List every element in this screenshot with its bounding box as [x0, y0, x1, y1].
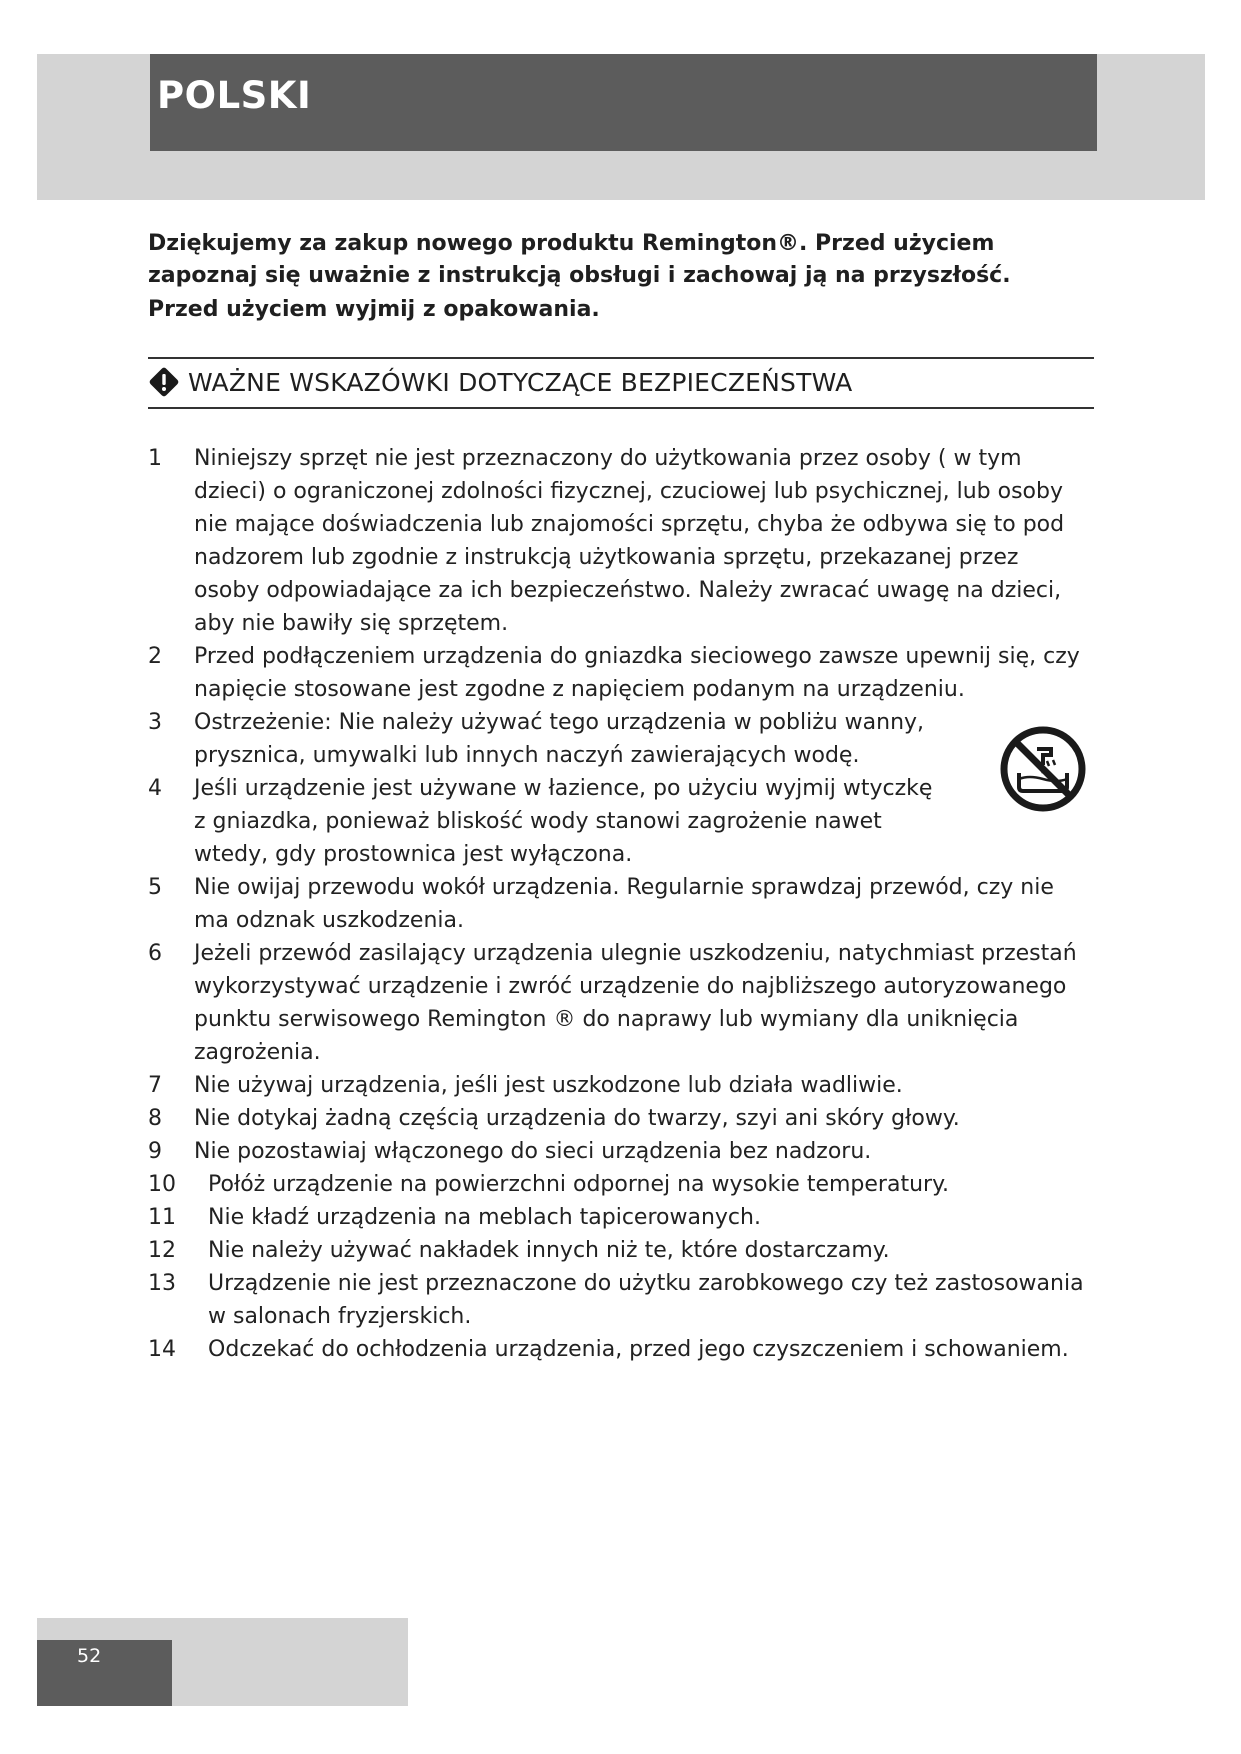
item-text: Nie dotykaj żadną częścią urządzenia do twarzy, szyi ani skóry głowy. [194, 1106, 960, 1131]
list-item [148, 937, 1088, 1069]
item-text: Nie używaj urządzenia, jeśli jest uszkodzone lub działa wadliwie. [194, 1073, 903, 1098]
list-item [148, 1168, 1088, 1201]
intro-paragraph: Dziękujemy za zakup nowego produktu Remington®. Przed użyciem zapoznaj się uważnie z instrukcją obsługi i zachowaj ją na przyszłość. [148, 231, 1011, 288]
list-item [148, 1135, 1088, 1168]
list-item [148, 871, 1088, 937]
item-text: Nie pozostawiaj włączonego do sieci urządzenia bez nadzoru. [194, 1139, 872, 1164]
item-number: 4 [148, 776, 162, 801]
item-text: Ostrzeżenie: Nie należy używać tego urządzenia w pobliżu wanny, prysznica, umywalki lub innych naczyń zawierających wodę. [194, 710, 925, 768]
item-text: Nie należy używać nakładek innych niż te, które dostarczamy. [208, 1238, 890, 1263]
list-item [148, 442, 1088, 640]
item-number: 14 [148, 1337, 176, 1362]
heading-rule-bottom [148, 407, 1094, 409]
list-item [148, 1201, 1088, 1234]
item-number: 6 [148, 941, 162, 966]
item-text: Jeżeli przewód zasilający urządzenia ulegnie uszkodzeniu, natychmiast przestań wykorzystywać urządzenie i zwróć urządzenie do najbliższego autoryzowanego punktu serwisowego Remington ® do naprawy lub wymiany dla uniknięcia zagrożenia. [194, 941, 1077, 1065]
item-number: 5 [148, 875, 162, 900]
list-item [148, 1333, 1088, 1366]
item-text: Przed podłączeniem urządzenia do gniazdka sieciowego zawsze upewnij się, czy napięcie stosowane jest zgodne z napięciem podanym na urządzeniu. [194, 644, 1080, 702]
list-item [148, 772, 1088, 871]
safety-heading [148, 366, 852, 398]
no-water-icon [999, 725, 1087, 813]
item-number: 7 [148, 1073, 162, 1098]
item-text: Urządzenie nie jest przeznaczone do użytku zarobkowego czy też zastosowania w salonach fryzjerskich. [208, 1271, 1084, 1329]
item-number: 11 [148, 1205, 176, 1230]
warning-diamond-icon [148, 366, 180, 398]
page-number-box [37, 1640, 172, 1706]
item-text: Nie owijaj przewodu wokół urządzenia. Regularnie sprawdzaj przewód, czy nie ma odznak uszkodzenia. [194, 875, 1054, 933]
intro-paragraph-unpack: Przed użyciem wyjmij z opakowania. [148, 297, 600, 322]
item-number: 1 [148, 446, 162, 471]
list-item [148, 1267, 1088, 1333]
item-text: Nie kładź urządzenia na meblach tapicerowanych. [208, 1205, 761, 1230]
list-item [148, 1069, 1088, 1102]
item-number: 8 [148, 1106, 162, 1131]
item-number: 12 [148, 1238, 176, 1263]
item-number: 10 [148, 1172, 176, 1197]
item-number: 3 [148, 710, 162, 735]
list-item [148, 1234, 1088, 1267]
item-text: Jeśli urządzenie jest używane w łazience, po użyciu wyjmij wtyczkę z gniazdka, ponieważ bliskość wody stanowi zagrożenie nawet wtedy, gdy prostownica jest wyłączona. [194, 776, 933, 867]
item-number: 9 [148, 1139, 162, 1164]
intro [148, 228, 1098, 326]
page-number: 52 [77, 1645, 102, 1667]
list-item [148, 706, 1088, 772]
safety-list [148, 442, 1088, 1366]
heading-rule-top [148, 357, 1094, 359]
item-text: Połóż urządzenie na powierzchni odpornej na wysokie temperatury. [208, 1172, 949, 1197]
item-text: Odczekać do ochłodzenia urządzenia, przed jego czyszczeniem i schowaniem. [208, 1337, 1069, 1362]
safety-heading-title: WAŻNE WSKAZÓWKI DOTYCZĄCE BEZPIECZEŃSTWA [188, 367, 853, 397]
item-number: 2 [148, 644, 162, 669]
list-item [148, 1102, 1088, 1135]
item-text: Niniejszy sprzęt nie jest przeznaczony do użytkowania przez osoby ( w tym dzieci) o ograniczonej zdolności fizycznej, czuciowej lub psychicznej, lub osoby nie mające doświadczenia lub znajomości sprzętu, chyba że odbywa się to pod nadzorem lub zgodnie z instrukcją użytkowania sprzętu, przekazanej przez osoby odpowiadające za ich bezpieczeństwo. Należy zwracać uwagę na dzieci, aby nie bawiły się sprzętem. [194, 446, 1065, 636]
list-item [148, 640, 1088, 706]
page-title: POLSKI [157, 74, 312, 117]
item-number: 13 [148, 1271, 176, 1296]
